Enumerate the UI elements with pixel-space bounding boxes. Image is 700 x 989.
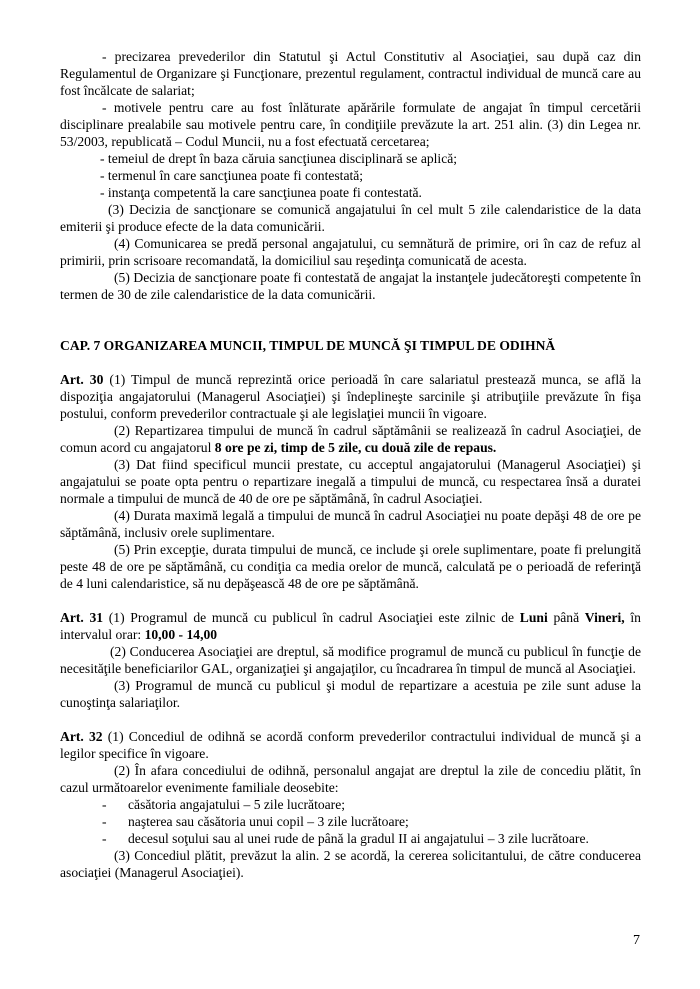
paragraph: - precizarea prevederilor din Statutul şi Actul Constitutiv al Asociaţiei, sau după caz din Regulamentul de Organizare şi Funcţionare, prezentul regulament, contractul individual de muncă care au fost încălcate de salariat; xyxy=(60,49,641,98)
list-item: - termenul în care sancţiunea poate fi contestată; xyxy=(100,168,364,183)
article-30-p2: (2) Repartizarea timpului de muncă în cadrul săptămânii se realizează în cadrul Asociaţiei, de comun acord cu angajatorul 8 ore pe zi, timp de 5 zile, cu două zile de repaus. xyxy=(60,423,641,455)
paragraph: (2) Conducerea Asociaţiei are dreptul, să modifice programul de muncă cu publicul în funcţie de necesităţile beneficiarilor GAL, organizaţiei şi angajaţilor, cu încadrarea în timpul de muncă al Asociaţiei. xyxy=(60,644,641,676)
article-label: Art. 32 xyxy=(60,729,103,744)
document-page xyxy=(60,48,641,881)
paragraph: (5) Decizia de sancţionare poate fi contestată de angajat la instanţele judecătoreşti competente în termen de 30 de zile calendaristice de la data comunicării. xyxy=(60,270,641,302)
paragraph: (3) Decizia de sancţionare se comunică angajatului în cel mult 5 zile calendaristice de la data emiterii şi produce efecte de la data comunicării. xyxy=(60,202,641,234)
paragraph: (2) În afara concediului de odihnă, personalul angajat are dreptul la zile de concediu plătit, în cazul următoarelor evenimente familiale deosebite: xyxy=(60,763,641,795)
chapter-title: CAP. 7 ORGANIZAREA MUNCII, TIMPUL DE MUNCĂ ŞI TIMPUL DE ODIHNĂ xyxy=(60,338,556,353)
list-item: - naşterea sau căsătoria unui copil – 3 zile lucrătoare; xyxy=(102,814,409,829)
article-31-p1: Art. 31 (1) Programul de muncă cu publicul în cadrul Asociaţiei este zilnic de Luni până Vineri, în intervalul orar: 10,00 - 14,00 xyxy=(60,610,641,642)
article-30-p1: Art. 30 (1) Timpul de muncă reprezintă orice perioadă în care salariatul prestează munca, se află la dispoziţia angajatorului (Managerul Asociaţiei) şi îndeplineşte sarcinile şi atribuţiile prevăzute în fişa postului, conform prevederilor contractuale şi ale legislaţiei muncii în vigoare. xyxy=(60,372,641,421)
dash-bullet: - xyxy=(102,814,107,829)
paragraph: (3) Dat fiind specificul muncii prestate, cu acceptul angajatorului (Managerul Asociaţiei) şi angajatului se poate opta pentru o repartizare inegală a timpului de muncă, cu respectarea însă a duratei normale a timpului de muncă de 40 de ore pe săptămână, în cadrul Asociaţiei. xyxy=(60,457,641,506)
paragraph: - motivele pentru care au fost înlăturate apărările formulate de angajat în timpul cercetării disciplinare prealabile sau motivele pentru care, în condiţiile prevăzute la art. 251 alin. (3) din Legea nr. 53/2003, republicată – Codul Muncii, nu a fost efectuată cercetarea; xyxy=(60,100,641,149)
paragraph: (5) Prin excepţie, durata timpului de muncă, ce include şi orele suplimentare, poate fi prelungită peste 48 de ore pe săptămână, cu condiţia ca media orelor de muncă, calculată pe o perioadă de referinţă de 4 luni calendaristice, să nu depăşească 48 de ore pe săptămână. xyxy=(60,542,641,591)
list-item: - instanţa competentă la care sancţiunea poate fi contestată. xyxy=(100,185,422,200)
list-item: - temeiul de drept în baza căruia sancţiunea disciplinară se aplică; xyxy=(100,151,458,166)
dash-bullet: - xyxy=(102,831,107,846)
paragraph: (3) Programul de muncă cu publicul şi modul de repartizare a acestuia pe zile sunt aduse la cunoştinţa salariaţilor. xyxy=(60,678,641,710)
article-label: Art. 30 xyxy=(60,372,104,387)
list-item: - decesul soţului sau al unei rude de până la gradul II ai angajatului – 3 zile lucrătoare. xyxy=(102,831,589,846)
article-label: Art. 31 xyxy=(60,610,104,625)
article-32-p1: Art. 32 (1) Concediul de odihnă se acordă conform prevederilor contractului individual de muncă şi a legilor specifice în vigoare. xyxy=(60,729,641,761)
list-item: - căsătoria angajatului – 5 zile lucrătoare; xyxy=(102,797,346,812)
paragraph: (4) Durata maximă legală a timpului de muncă în cadrul Asociaţiei nu poate depăşi 48 de ore pe săptămână, inclusiv orele suplimentare. xyxy=(60,508,641,540)
paragraph: (3) Concediul plătit, prevăzut la alin. 2 se acordă, la cererea solicitantului, de către conducerea asociaţiei (Managerul Asociaţiei). xyxy=(60,848,641,880)
dash-bullet: - xyxy=(102,797,107,812)
page-number: 7 xyxy=(633,933,640,948)
paragraph: (4) Comunicarea se predă personal angajatului, cu semnătură de primire, ori în caz de refuz al primirii, prin scrisoare recomandată, la domiciliul sau reşedinţa comunicată de acesta. xyxy=(60,236,641,268)
